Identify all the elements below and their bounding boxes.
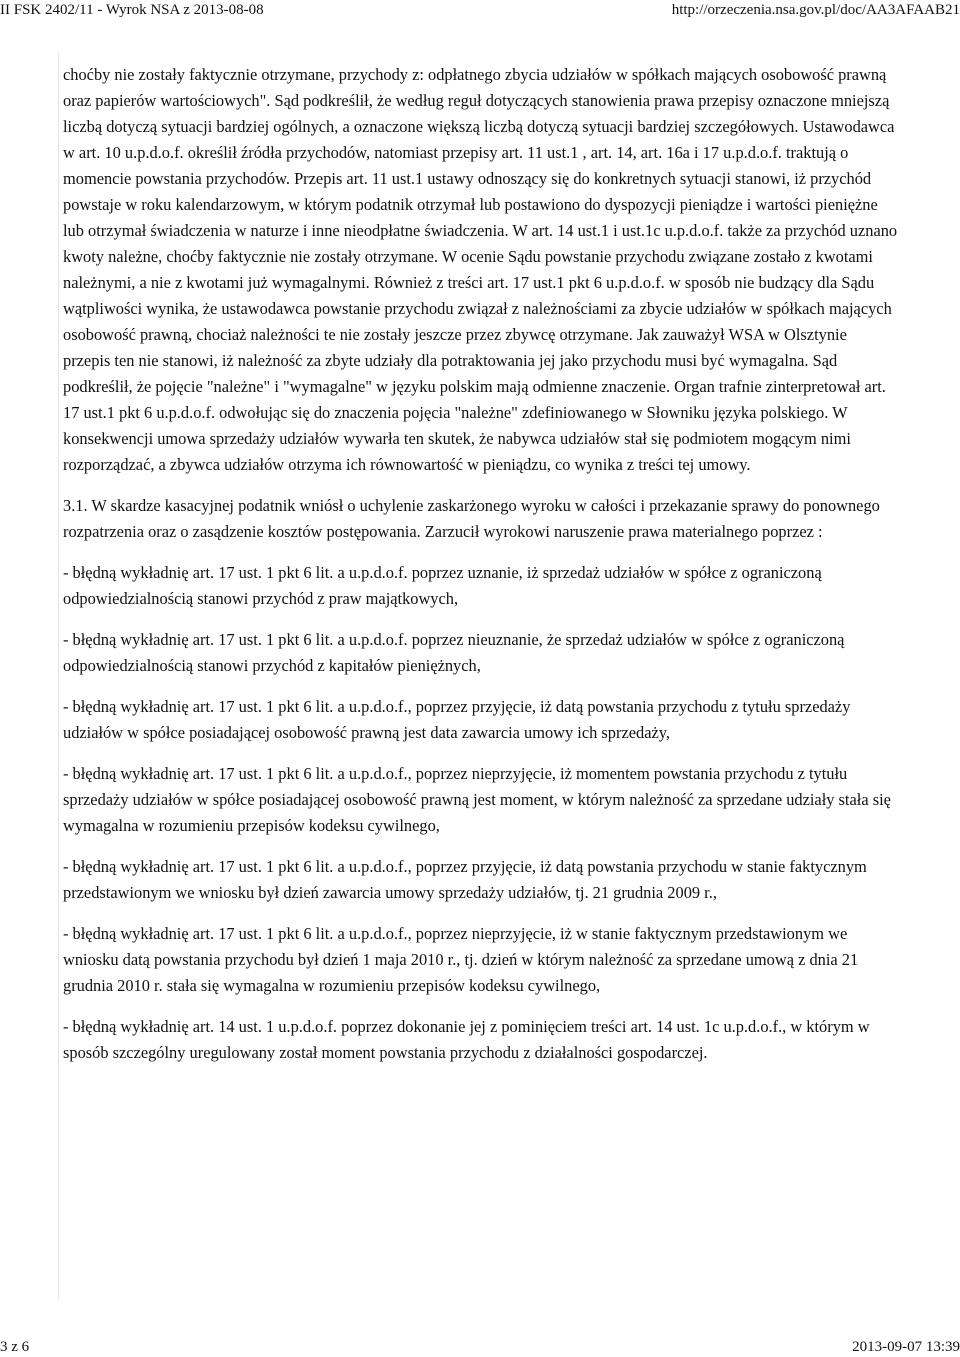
print-footer — [0, 1337, 960, 1357]
print-timestamp: 2013-09-07 13:39 — [852, 1339, 960, 1355]
paragraph-charge-1: - błędną wykładnię art. 17 ust. 1 pkt 6 lit. a u.p.d.o.f. poprzez uznanie, iż sprzedaż udziałów w spółce z ograniczoną odpowiedzialnością stanowi przychód z praw majątkowych, — [63, 563, 822, 608]
paragraph-cassation-complaint: 3.1. W skardze kasacyjnej podatnik wniósł o uchylenie zaskarżonego wyroku w całości i przekazanie sprawy do ponownego rozpatrzenia oraz o zasądzenie kosztów postępowania. Zarzucił wyrokowi naruszenie prawa materialnego poprzez : — [63, 496, 880, 541]
content-left-rule — [58, 52, 59, 1300]
paragraph-charge-3: - błędną wykładnię art. 17 ust. 1 pkt 6 lit. a u.p.d.o.f., poprzez przyjęcie, iż datą powstania przychodu z tytułu sprzedaży udziałów w spółce posiadającej osobowość prawną jest data zawarcia umowy ich sprzedaży, — [63, 697, 851, 742]
page-number: 3 z 6 — [0, 1339, 30, 1355]
paragraph-charge-4: - błędną wykładnię art. 17 ust. 1 pkt 6 lit. a u.p.d.o.f., poprzez nieprzyjęcie, iż momentem powstania przychodu z tytułu sprzedaży udziałów w spółce posiadającej osobowość prawną jest moment, w którym należność za sprzedane udziały stała się wymagalna w rozumieniu przepisów kodeksu cywilnego, — [63, 764, 891, 835]
paragraph-charge-6: - błędną wykładnię art. 17 ust. 1 pkt 6 lit. a u.p.d.o.f., poprzez nieprzyjęcie, iż w stanie faktycznym przedstawionym we wniosku datą powstania przychodu był dzień 1 maja 2010 r., tj. dzień w którym należność za sprzedane umową z dnia 21 grudnia 2010 r. stała się wymagalna w rozumieniu przepisów kodeksu cywilnego, — [63, 924, 859, 995]
paragraph-charge-2: - błędną wykładnię art. 17 ust. 1 pkt 6 lit. a u.p.d.o.f. poprzez nieuznanie, że sprzedaż udziałów w spółce z ograniczoną odpowiedzialnością stanowi przychód z kapitałów pieniężnych, — [63, 630, 845, 675]
paragraph-court-reasoning: choćby nie zostały faktycznie otrzymane, przychody z: odpłatnego zbycia udziałów w spółkach mających osobowość prawną oraz papierów wartościowych". Sąd podkreślił, że według reguł dotyczących stanowienia prawa przepisy oznaczone mniejszą liczbą dotyczą sytuacji bardziej ogólnych, a oznaczone większą liczbą dotyczą sytuacji bardziej szczegółowych. Ustawodawca w art. 10 u.p.d.o.f. określił źródła przychodów, natomiast przepisy art. 11 ust.1 , art. 14, art. 16a i 17 u.p.d.o.f. traktują o momencie powstania przychodów. Przepis art. 11 ust.1 ustawy odnoszący się do konkretnych sytuacji stanowi, iż przychód powstaje w roku kalendarzowym, w którym podatnik otrzymał lub postawiono do dyspozycji pieniądze i wartości pieniężne lub otrzymał świadczenia w naturze i inne nieodpłatne świadczenia. W art. 14 ust.1 i ust.1c u.p.d.o.f. także za przychód uznano kwoty należne, choćby faktycznie nie zostały otrzymane. W ocenie Sądu powstanie przychodu związane zostało z kwotami należnymi, a nie z kwotami już wymagalnymi. Również z treści art. 17 ust.1 pkt 6 u.p.d.o.f. w sposób nie budzący dla Sądu wątpliwości wynika, że ustawodawca powstanie przychodu związał z należnościami za zbycie udziałów w spółkach mających osobowość prawną, chociaż należności te nie zostały jeszcze przez zbywcę otrzymane. Jak zauważył WSA w Olsztynie przepis ten nie stanowi, iż należność za zbyte udziały dla potraktowania jej jako przychodu musi być wymagalna. Sąd podkreślił, że pojęcie "należne" i "wymagalne" w języku polskim mają odmienne znaczenie. Organ trafnie zinterpretował art. 17 ust.1 pkt 6 u.p.d.o.f. odwołując się do znaczenia pojęcia "należne" zdefiniowanego w Słowniku języka polskiego. W konsekwencji umowa sprzedaży udziałów wywarła ten skutek, że nabywca udziałów stał się podmiotem mogącym nimi rozporządzać, a zbywca udziałów otrzyma ich równowartość w pieniądzu, co wynika z treści tej umowy. — [63, 65, 898, 474]
paragraph-charge-5: - błędną wykładnię art. 17 ust. 1 pkt 6 lit. a u.p.d.o.f., poprzez przyjęcie, iż datą powstania przychodu w stanie faktycznym przedstawionym we wniosku był dzień zawarcia umowy sprzedaży udziałów, tj. 21 grudnia 2009 r., — [63, 857, 867, 902]
document-title: II FSK 2402/11 - Wyrok NSA z 2013-08-08 — [0, 2, 264, 18]
print-header — [0, 0, 960, 20]
document-url[interactable]: http://orzeczenia.nsa.gov.pl/doc/AA3AFAAB21 — [671, 2, 960, 18]
paragraph-charge-7: - błędną wykładnię art. 14 ust. 1 u.p.d.o.f. poprzez dokonanie jej z pominięciem treści art. 14 ust. 1c u.p.d.o.f., w którym w sposób szczególny uregulowany został moment powstania przychodu z działalności gospodarczej. — [63, 1017, 870, 1062]
document-body — [63, 62, 898, 1081]
